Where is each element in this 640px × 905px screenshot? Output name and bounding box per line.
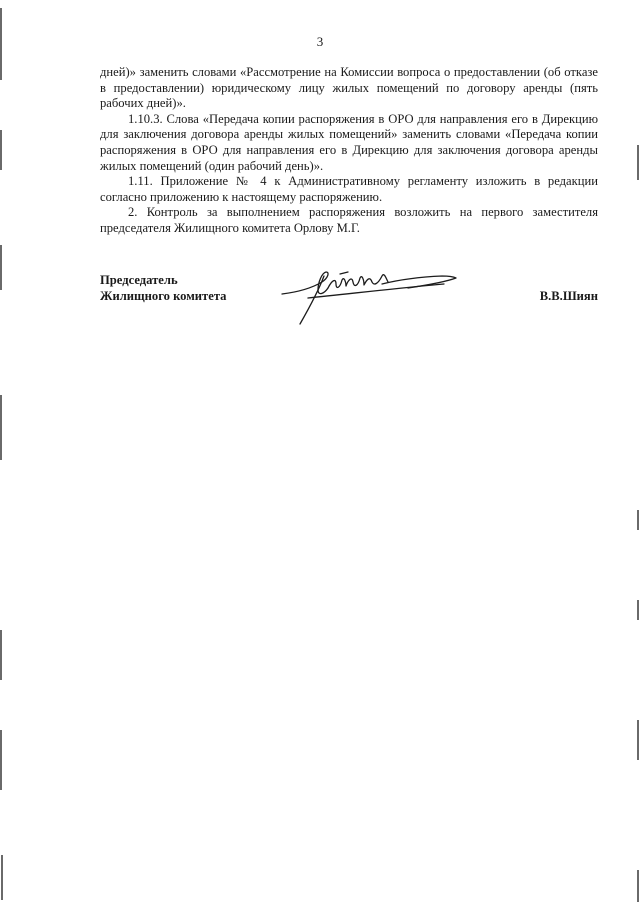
paragraph-item-2: 2. Контроль за выполнением распоряжения возложить на первого заместителя председателя Жилищного комитета Орлову М.Г. [100, 205, 598, 235]
page-number: 3 [316, 34, 324, 49]
document-body [100, 65, 598, 237]
signatory-title-line1: Председатель [100, 273, 178, 287]
handwritten-signature [278, 258, 468, 330]
signatory-title-line2: Жилищного комитета [100, 289, 227, 303]
paragraph-item-1-10-3: 1.10.3. Слова «Передача копии распоряжения в ОРО для направления его в Дирекцию для заключения договора аренды жилых помещений» заменить словами «Передача копии распоряжения в ОРО для направления его в Дирекцию для заключения договора аренды жилых помещений (один рабочий день)». [100, 111, 598, 173]
signatory-title [100, 272, 226, 304]
signature-block [100, 268, 598, 338]
paragraph-item-1-11: 1.11. Приложение № 4 к Административному регламенту изложить в редакции согласно приложению к настоящему распоряжению. [100, 174, 598, 204]
paragraph-continuation: дней)» заменить словами «Рассмотрение на Комиссии вопроса о предоставлении (об отказе в предоставлении) юридическому лицу жилых помещений по договору аренды (пять рабочих дней)». [100, 65, 598, 111]
signatory-name: В.В.Шиян [539, 289, 598, 303]
